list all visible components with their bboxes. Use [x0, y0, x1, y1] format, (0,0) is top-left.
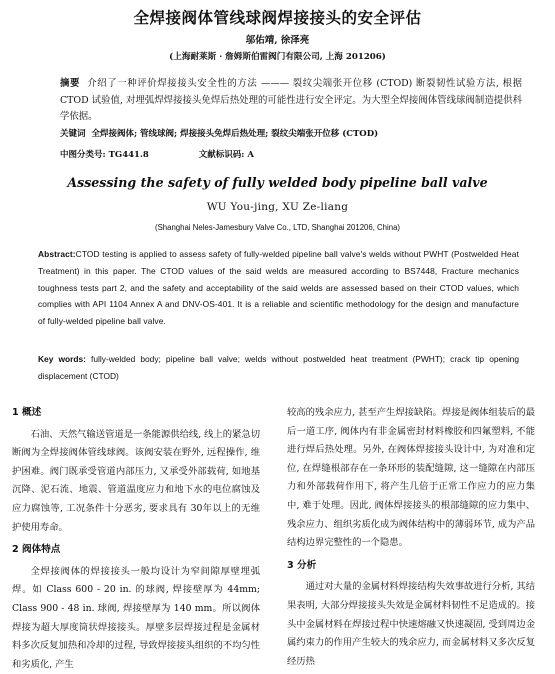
abstract-en: [38, 246, 519, 330]
keywords-en-label: Key words:: [38, 354, 86, 364]
affiliation-en: (Shanghai Neles-Jamesbury Valve Co., LTD, Shanghai 201206, China): [154, 223, 400, 232]
section-2-paragraph: 全焊接阀体的焊接接头一般均设计为窄间隙厚壁埋弧焊。如 Class 600 - 20 in. 的球阀, 焊接壁厚为 44mm; Class 900 - 48 in. 球阀, 焊接壁厚为 140 mm。所以阀体焊接为超大厚度筒状焊接接头。厚壁多层焊接过程是金属材料多次反复加热和冷却的过程, 导致焊接接头组织的不均匀性和劣质化, 产生: [12, 565, 260, 670]
paper-title-cn: 全焊接阀体管线球阀焊接接头的安全评估: [133, 9, 422, 27]
keywords-en-text: fully-welded body; pipeline ball valve; welds without postwelded heat treatment (PWHT); crack tip opening displacement (CTOD): [38, 354, 519, 381]
doc-code-value: A: [247, 150, 254, 160]
keywords-cn: [60, 127, 530, 139]
authors-cn: 邬佑靖, 徐泽亮: [245, 35, 310, 46]
keywords-cn-text: 全焊接阀体; 管线球阀; 焊接接头免焊后热处理; 裂纹尖端张开位移 (CTOD): [91, 129, 379, 139]
doc-code-label: 文献标识码:: [198, 150, 245, 160]
section-1-paragraph: 石油、天然气输送管道是一条能源供给线, 线上的紧急切断阀为全焊接阀体管线球阀。该阀安装在野外, 远程操作, 维护困难。阀门既承受管道内部压力, 又承受外部载荷, 如地基沉降、泥石流、地震、管道温度应力和地下水的电位腐蚀及应力腐蚀等, 工况条件十分恶劣, 要求具有 30年以上的无维护使用寿命。: [12, 428, 260, 533]
section-2-paragraph-continued: 较高的残余应力, 甚至产生焊接缺陷。焊接是阀体组装后的最后一道工序, 阀体内有非金属密封材料橡胶和四氟塑料, 不能进行焊后热处理。另外, 在阀体焊接接头设计中, 为对准和定位, 在焊缝根部存在一条环形的装配缝隙, 这一缝隙在内部压力和外部载荷作用下, 将产生几倍于正常工作应力的应力集中, 难于处理。因此, 阀体焊接接头的根部缝隙的应力集中、残余应力、组织劣质化成为阀体结构中的薄弱环节, 成为产品结构边界完整性的一个隐患。: [287, 407, 535, 549]
clc-label: 中图分类号:: [60, 150, 106, 160]
affiliation-cn: (上海耐莱斯 · 詹姆斯伯雷阀门有限公司, 上海 201206): [169, 52, 386, 62]
keywords-cn-label: 关键词: [60, 129, 86, 139]
abstract-en-text: CTOD testing is applied to assess safety of fully-welded pipeline ball valve's welds without PWHT (Postwelded Heat Treatment) in this paper. The CTOD values of the said welds are measured according to BS7448, Fracture mechanics toughness tests part 2, and the safety and acceptability of the said welds are assessed based on their CTOD values, which complies with API 1104 Annex A and DNV-OS-401. It is a reliable and scientific methodology for the design and manufacture of fully-welded pipeline ball valve.: [38, 249, 519, 327]
abstract-cn-label: 摘要: [60, 78, 81, 89]
body-column-right: [287, 404, 535, 671]
section-3-paragraph: 通过对大量的金属材料焊接结构失效事故进行分析, 其结果表明, 大部分焊接接头失效是金属材料韧性不足造成的。接头中金属材料在焊接过程中快速熔融又快速凝固, 受到周边金属约束力的作用产生较大的残余应力, 而金属材料又多次反复经历热: [287, 581, 535, 667]
section-1-heading: 1 概述: [12, 407, 42, 418]
section-2-heading: 2 阀体特点: [12, 544, 61, 556]
authors-en: WU You-jing, XU Ze-liang: [206, 201, 349, 213]
body-column-left: [12, 404, 260, 674]
abstract-cn-text: 介绍了一种评价焊接接头安全性的方法 ——— 裂纹尖端张开位移 (CTOD) 断裂韧性试验方法, 根据 CTOD 试验值, 对埋弧焊焊接接头免焊后热处理的可能性进行安全评定。为大型全焊接阀体管线球阀制造提供科学依据。: [60, 78, 522, 122]
abstract-cn: [60, 76, 522, 126]
section-3-heading: 3 分析: [287, 559, 317, 571]
classification-line: [60, 148, 530, 160]
abstract-en-label: Abstract:: [38, 249, 76, 259]
clc-value: TG441.8: [108, 150, 149, 160]
paper-title-en: Assessing the safety of fully welded body pipeline ball valve: [67, 175, 488, 190]
keywords-en: [38, 351, 519, 385]
